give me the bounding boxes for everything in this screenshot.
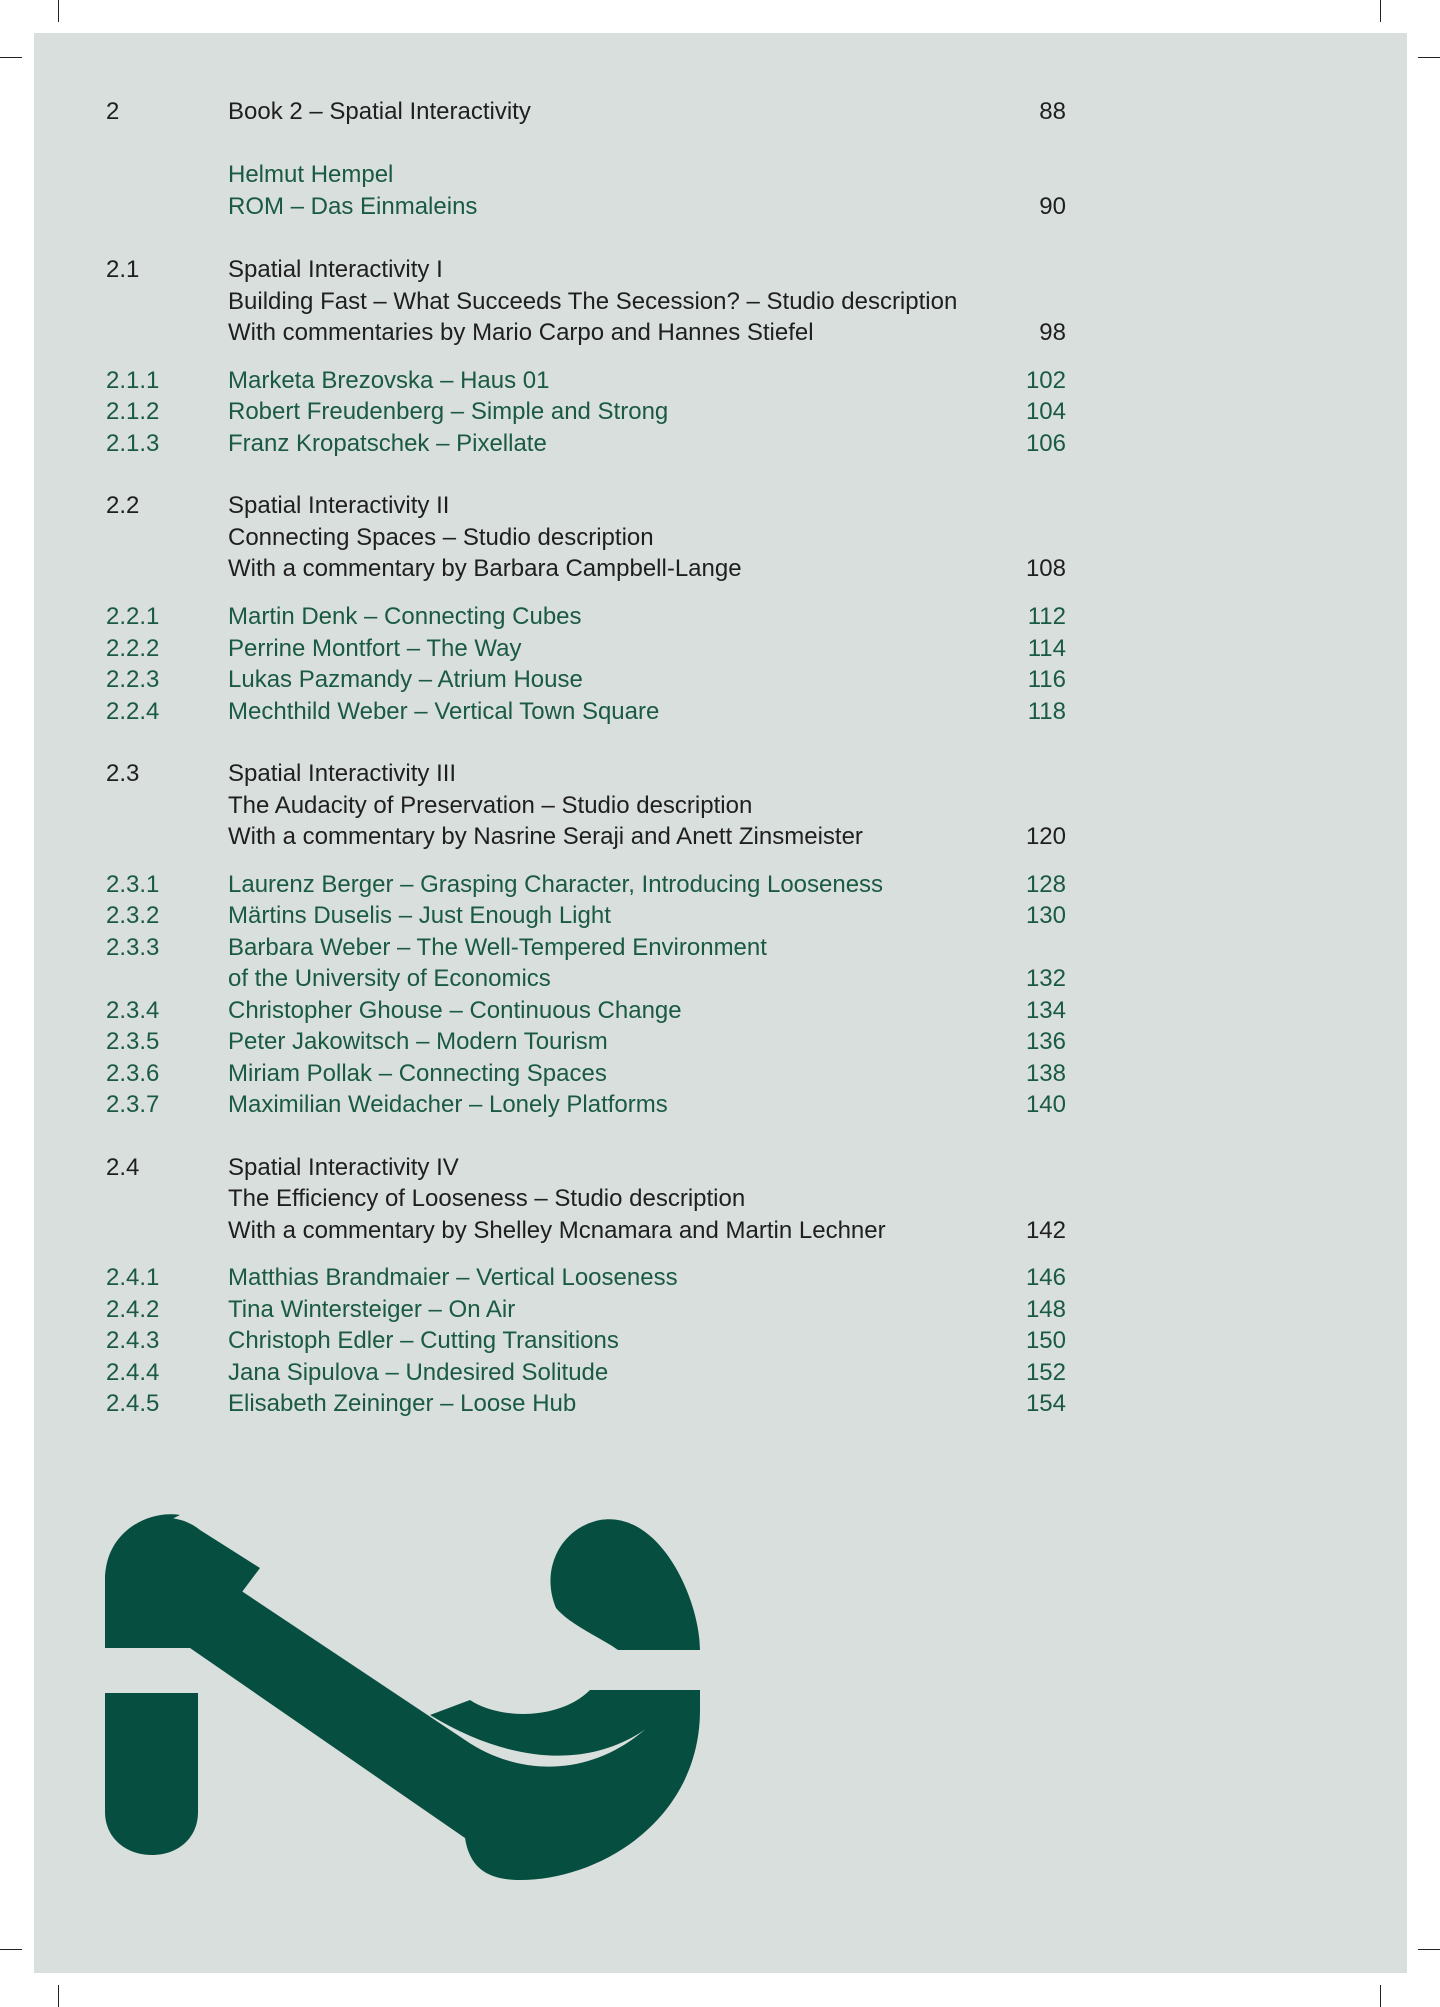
toc-title: With a commentary by Shelley Mcnamara and Martin Lechner <box>228 1217 886 1244</box>
toc-number: 2.4.4 <box>106 1359 160 1386</box>
toc-number: 2.2 <box>106 492 140 519</box>
toc-page: 116 <box>1027 666 1066 693</box>
toc-page: 106 <box>1025 430 1066 457</box>
toc-page: 154 <box>1025 1390 1066 1417</box>
toc-title: Elisabeth Zeininger – Loose Hub <box>228 1390 577 1417</box>
toc-page: 142 <box>1025 1217 1066 1244</box>
toc-number: 2.3.7 <box>106 1091 160 1118</box>
toc-number: 2.4.1 <box>106 1264 160 1291</box>
toc-title: of the University of Economics <box>228 965 551 992</box>
toc-page: 140 <box>1025 1091 1066 1118</box>
toc-title: Connecting Spaces – Studio description <box>228 524 654 551</box>
toc-title: Maximilian Weidacher – Lonely Platforms <box>228 1091 668 1118</box>
toc-page: 114 <box>1027 635 1066 662</box>
toc-page: 146 <box>1025 1264 1066 1291</box>
toc-title: Christopher Ghouse – Continuous Change <box>228 997 682 1024</box>
toc-number: 2.3.6 <box>106 1060 160 1087</box>
toc-page: 112 <box>1027 603 1066 630</box>
toc-number: 2 <box>106 98 120 125</box>
toc-title: Perrine Montfort – The Way <box>228 635 522 662</box>
toc-number: 2.3.5 <box>106 1028 160 1055</box>
toc-page: 130 <box>1025 902 1066 929</box>
toc-title: The Audacity of Preservation – Studio description <box>228 792 753 819</box>
toc-title: Robert Freudenberg – Simple and Strong <box>228 398 669 425</box>
toc-title: Miriam Pollak – Connecting Spaces <box>228 1060 607 1087</box>
toc-title: Helmut Hempel <box>228 161 394 188</box>
toc-page: 148 <box>1025 1296 1066 1323</box>
toc-number: 2.2.3 <box>106 666 160 693</box>
toc-page: 128 <box>1025 871 1066 898</box>
toc-number: 2.2.4 <box>106 698 160 725</box>
toc-title: Spatial Interactivity I <box>228 256 443 283</box>
toc-page: 134 <box>1025 997 1066 1024</box>
toc-number: 2.3.4 <box>106 997 160 1024</box>
toc-title: Peter Jakowitsch – Modern Tourism <box>228 1028 608 1055</box>
toc-title: Spatial Interactivity II <box>228 492 450 519</box>
toc-number: 2.4.5 <box>106 1390 160 1417</box>
toc-title: Christoph Edler – Cutting Transitions <box>228 1327 619 1354</box>
toc-number: 2.2.2 <box>106 635 160 662</box>
toc-title: With a commentary by Nasrine Seraji and Anett Zinsmeister <box>228 823 863 850</box>
toc-title: With commentaries by Mario Carpo and Hannes Stiefel <box>228 319 814 346</box>
toc-title: Martin Denk – Connecting Cubes <box>228 603 582 630</box>
toc-title: ROM – Das Einmaleins <box>228 193 478 220</box>
toc-title: The Efficiency of Looseness – Studio description <box>228 1185 746 1212</box>
toc-title: Spatial Interactivity III <box>228 760 457 787</box>
toc-title: Franz Kropatschek – Pixellate <box>228 430 547 457</box>
toc-number: 2.2.1 <box>106 603 160 630</box>
toc-title: Barbara Weber – The Well-Tempered Environment <box>228 934 767 961</box>
toc-number: 2.1.2 <box>106 398 160 425</box>
toc-page: 136 <box>1025 1028 1066 1055</box>
toc-number: 2.3.2 <box>106 902 160 929</box>
toc-page: 118 <box>1027 698 1066 725</box>
toc-page: 152 <box>1025 1359 1066 1386</box>
toc-title: Matthias Brandmaier – Vertical Looseness <box>228 1264 678 1291</box>
toc-number: 2.1 <box>106 256 140 283</box>
toc-page: 98 <box>1039 319 1066 346</box>
toc-page: 88 <box>1039 98 1066 125</box>
toc-page: 138 <box>1025 1060 1066 1087</box>
toc-number: 2.4.3 <box>106 1327 160 1354</box>
toc-number: 2.3.3 <box>106 934 160 961</box>
toc-page: 104 <box>1025 398 1066 425</box>
toc-number: 2.3 <box>106 760 140 787</box>
toc-title: With a commentary by Barbara Campbell-Lange <box>228 555 742 582</box>
toc-title: Lukas Pazmandy – Atrium House <box>228 666 583 693</box>
toc-page: 108 <box>1025 555 1066 582</box>
toc-title: Mechthild Weber – Vertical Town Square <box>228 698 660 725</box>
toc-number: 2.4.2 <box>106 1296 160 1323</box>
toc-number: 2.1.1 <box>106 367 160 394</box>
toc-page: 90 <box>1039 193 1066 220</box>
toc-title: Spatial Interactivity IV <box>228 1154 459 1181</box>
toc-title: Building Fast – What Succeeds The Secession? – Studio description <box>228 288 958 315</box>
toc-title: Book 2 – Spatial Interactivity <box>228 98 531 125</box>
toc-number: 2.4 <box>106 1154 140 1181</box>
toc-page: 150 <box>1025 1327 1066 1354</box>
toc-page: 102 <box>1025 367 1066 394</box>
toc-title: Marketa Brezovska – Haus 01 <box>228 367 550 394</box>
toc-title: Tina Wintersteiger – On Air <box>228 1296 516 1323</box>
toc-number: 2.3.1 <box>106 871 160 898</box>
toc-title: Märtins Duselis – Just Enough Light <box>228 902 611 929</box>
numeral-two-logo-shape <box>105 1514 700 1880</box>
toc-title: Jana Sipulova – Undesired Solitude <box>228 1359 609 1386</box>
toc-title: Laurenz Berger – Grasping Character, Introducing Looseness <box>228 871 884 898</box>
toc-page: 132 <box>1025 965 1066 992</box>
toc-page: 120 <box>1025 823 1066 850</box>
toc-number: 2.1.3 <box>106 430 160 457</box>
